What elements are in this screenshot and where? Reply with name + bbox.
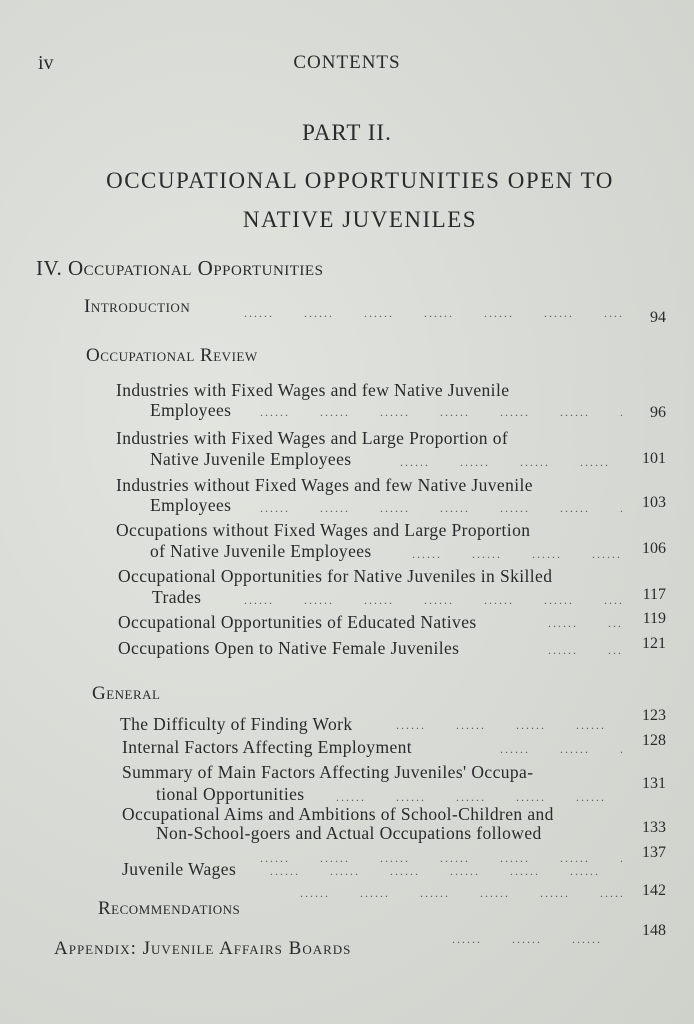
toc-entry-line: Occupational Aims and Ambitions of School-Children and	[122, 804, 554, 824]
toc-entry-line: Native Juvenile Employees	[150, 449, 352, 469]
toc-page-number: 123	[642, 707, 666, 724]
introduction-label: Introduction	[84, 296, 191, 317]
toc-entry-line: The Difficulty of Finding Work	[120, 714, 353, 734]
toc-entry-line: of Native Juvenile Employees	[150, 541, 372, 561]
part-title-line-1: OCCUPATIONAL OPPORTUNITIES OPEN TO	[106, 168, 614, 193]
toc-page-number: 117	[642, 586, 666, 603]
dot-leader	[260, 405, 622, 420]
toc-page-number: 121	[642, 635, 666, 652]
toc-entry-line: Occupations without Fixed Wages and Large Proportion	[116, 520, 531, 540]
toc-entry-line: Employees	[150, 495, 232, 515]
toc-entry-line: Employees	[150, 400, 232, 420]
toc-page-number: 128	[642, 732, 666, 749]
toc-page-number: 96	[650, 404, 666, 421]
running-title: CONTENTS	[293, 52, 401, 73]
toc-page-number: 133	[642, 819, 666, 836]
recommendations-page: 142	[642, 882, 666, 899]
dot-leader	[412, 547, 622, 562]
dot-leader	[270, 864, 622, 879]
toc-entry-line: tional Opportunities	[156, 784, 305, 804]
toc-page-number: 119	[642, 610, 666, 627]
page-number: iv	[38, 52, 54, 74]
dot-leader	[336, 790, 622, 805]
dot-leader	[452, 932, 622, 947]
toc-entry-line: Industries with Fixed Wages and Large Proportion of	[116, 428, 509, 448]
toc-entry-line: Industries without Fixed Wages and few Native Juvenile	[116, 475, 533, 495]
toc-entry-line: Juvenile Wages	[122, 859, 237, 879]
part-title-line-2: NATIVE JUVENILES	[242, 207, 478, 232]
toc-page-number: 103	[642, 494, 666, 511]
dot-leader	[300, 886, 622, 901]
appendix-label: Appendix: Juvenile Affairs Boards	[54, 938, 352, 959]
dot-leader	[260, 501, 622, 516]
chapter-heading: IV. Occupational Opportunities	[36, 256, 324, 280]
toc-entry-line: Occupational Opportunities for Native Juveniles in Skilled	[118, 566, 553, 586]
toc-page-number: 137	[642, 844, 666, 861]
dot-leader	[244, 593, 622, 608]
occupational-review-heading: Occupational Review	[86, 345, 258, 366]
introduction-page: 94	[650, 309, 666, 326]
part-label: PART II.	[302, 120, 392, 145]
general-heading: General	[92, 683, 161, 704]
toc-entry-line: Occupations Open to Native Female Juveniles	[118, 638, 460, 658]
dot-leader	[244, 306, 624, 321]
dot-leader	[500, 742, 622, 757]
dot-leader	[400, 455, 622, 470]
toc-entry-line: Non-School-goers and Actual Occupations followed	[156, 823, 542, 843]
toc-entry-line: Internal Factors Affecting Employment	[122, 737, 413, 757]
recommendations-label: Recommendations	[98, 898, 241, 919]
dot-leader	[548, 643, 622, 658]
toc-entry-line: Summary of Main Factors Affecting Juveniles' Occupa-	[122, 762, 534, 782]
toc-page-number: 106	[642, 540, 666, 557]
dot-leader	[548, 616, 622, 631]
toc-entry-line: Trades	[152, 587, 202, 607]
appendix-page: 148	[642, 922, 666, 939]
toc-entry-line: Occupational Opportunities of Educated Natives	[118, 612, 477, 632]
toc-page-number: 131	[642, 775, 666, 792]
toc-entry-line: Industries with Fixed Wages and few Native Juvenile	[116, 380, 510, 400]
dot-leader	[396, 718, 622, 733]
toc-page-number: 101	[642, 450, 666, 467]
